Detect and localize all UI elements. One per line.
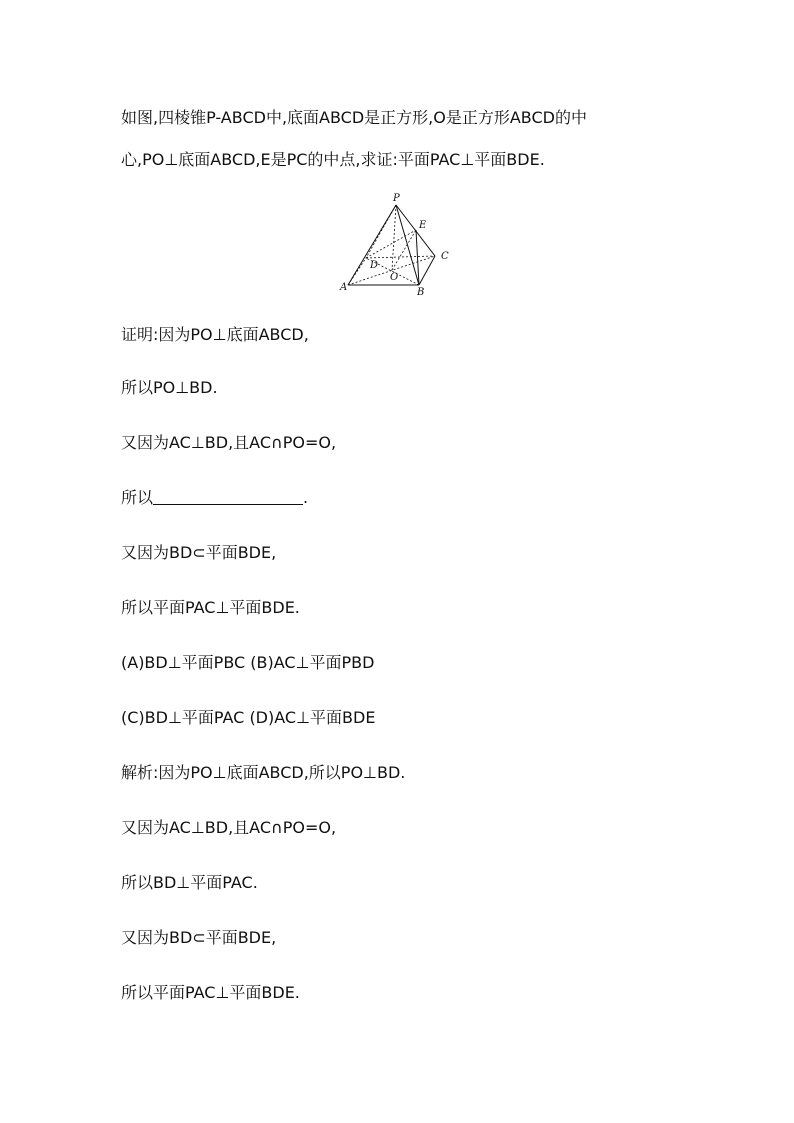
edge-ad: [348, 258, 366, 285]
analysis-line-1: 解析:因为PO⊥底面ABCD,所以PO⊥BD.: [121, 763, 406, 782]
label-d: D: [370, 260, 379, 271]
analysis-line-3: 所以BD⊥平面PAC.: [121, 873, 258, 892]
proof-line-4-suffix: .: [303, 488, 309, 507]
analysis-line-2: 又因为AC⊥BD,且AC∩PO=O,: [121, 818, 337, 837]
answer-blank[interactable]: [153, 488, 303, 505]
proof-line-4-prefix: 所以: [121, 488, 154, 507]
label-c: C: [441, 251, 449, 262]
proof-line-3: 又因为AC⊥BD,且AC∩PO=O,: [121, 433, 337, 452]
options-row-1: (A)BD⊥平面PBC (B)AC⊥平面PBD: [121, 653, 375, 672]
proof-line-5: 又因为BD⊂平面BDE,: [121, 543, 277, 562]
problem-line-1: 如图,四棱锥P-ABCD中,底面ABCD是正方形,O是正方形ABCD的中: [121, 108, 587, 127]
seg-po: [392, 205, 396, 270]
label-b: B: [417, 287, 425, 298]
proof-line-2: 所以PO⊥BD.: [121, 378, 218, 397]
proof-line-4: [121, 488, 308, 508]
problem-line-2: 心,PO⊥底面ABCD,E是PC的中点,求证:平面PAC⊥平面BDE.: [121, 150, 545, 169]
label-e: E: [419, 220, 427, 231]
options-row-2: (C)BD⊥平面PAC (D)AC⊥平面BDE: [121, 708, 376, 727]
label-o: O: [390, 272, 399, 283]
edge-pb: [396, 205, 419, 285]
label-p: P: [393, 193, 400, 204]
analysis-line-5: 所以平面PAC⊥平面BDE.: [121, 983, 300, 1002]
pyramid-figure: [338, 190, 458, 300]
analysis-line-4: 又因为BD⊂平面BDE,: [121, 928, 277, 947]
proof-line-1: 证明:因为PO⊥底面ABCD,: [121, 325, 309, 344]
proof-line-6: 所以平面PAC⊥平面BDE.: [121, 598, 300, 617]
label-a: A: [340, 282, 348, 293]
seg-oe: [392, 230, 416, 270]
